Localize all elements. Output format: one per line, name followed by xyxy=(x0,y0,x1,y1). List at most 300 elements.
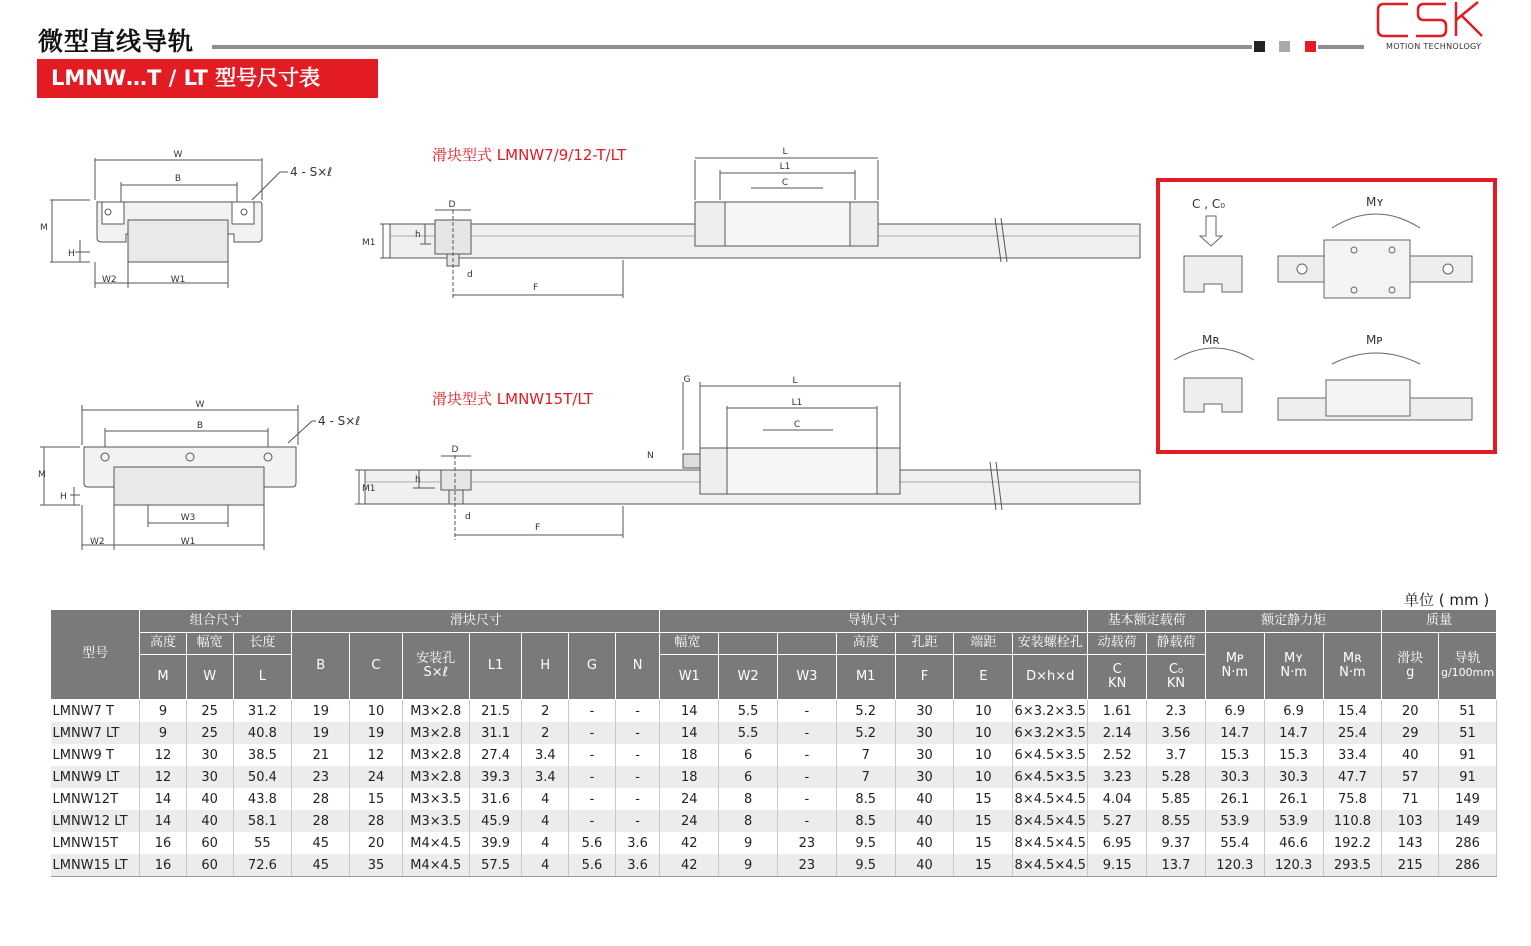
label-M1-15: M1 xyxy=(362,484,376,494)
th-C0: C₀ KN xyxy=(1147,655,1206,700)
table-cell: 40 xyxy=(895,854,954,877)
th-W3: W3 xyxy=(777,655,836,700)
table-cell: 16 xyxy=(140,854,187,877)
th-static-moment: 额定静力矩 xyxy=(1205,610,1381,633)
table-cell: 2 xyxy=(522,722,569,744)
table-cell: 5.2 xyxy=(836,722,895,744)
label-MY: Mʏ xyxy=(1366,195,1384,209)
table-cell: 15.3 xyxy=(1205,744,1264,766)
table-cell: 1.61 xyxy=(1088,700,1147,723)
table-cell: 8.5 xyxy=(836,788,895,810)
label-M: M xyxy=(40,223,48,233)
model-cell: LMNW9 T xyxy=(51,744,140,766)
table-cell: 9 xyxy=(140,700,187,723)
model-cell: LMNW12T xyxy=(51,788,140,810)
label-screw: 4 - S×ℓ xyxy=(290,165,333,179)
table-row xyxy=(51,744,1497,766)
label-L1-15: L1 xyxy=(791,398,803,408)
table-cell: 6×4.5×3.5 xyxy=(1013,744,1088,766)
th-C-dyn: C KN xyxy=(1088,655,1147,700)
table-cell: 15 xyxy=(954,810,1013,832)
th-L1: L1 xyxy=(469,633,522,700)
table-cell: 5.5 xyxy=(719,700,778,723)
th-Dhd: D×h×d xyxy=(1013,655,1088,700)
table-cell: 71 xyxy=(1382,788,1439,810)
label-F: F xyxy=(533,283,539,293)
table-cell: 10 xyxy=(954,722,1013,744)
table-cell: 47.7 xyxy=(1323,766,1382,788)
table-cell: - xyxy=(615,744,660,766)
table-cell: 3.4 xyxy=(522,744,569,766)
table-cell: 3.4 xyxy=(522,766,569,788)
table-cell: 60 xyxy=(186,832,233,854)
divider-tail xyxy=(1318,45,1364,49)
table-cell: 30 xyxy=(895,722,954,744)
table-row xyxy=(51,832,1497,854)
label-screw-15: 4 - S×ℓ xyxy=(318,414,361,428)
table-cell: 38.5 xyxy=(233,744,292,766)
label-W2-15: W2 xyxy=(90,537,105,547)
label-B: B xyxy=(174,174,182,184)
table-cell: 9.15 xyxy=(1088,854,1147,877)
table-cell: 5.6 xyxy=(569,854,616,877)
title-underline xyxy=(212,45,1252,49)
table-cell: 25 xyxy=(186,700,233,723)
th-W2: W2 xyxy=(719,655,778,700)
table-cell: 6×3.2×3.5 xyxy=(1013,722,1088,744)
table-cell: 5.2 xyxy=(836,700,895,723)
th-N: N xyxy=(615,633,660,700)
table-cell: 12 xyxy=(140,744,187,766)
table-cell: 19 xyxy=(292,700,350,723)
table-row xyxy=(51,810,1497,832)
divider-square-red xyxy=(1305,41,1316,52)
table-cell: 28 xyxy=(350,810,403,832)
cross-section-drawing-7-12 xyxy=(30,140,370,300)
table-cell: 31.6 xyxy=(469,788,522,810)
table-cell: M3×2.8 xyxy=(402,700,469,723)
table-cell: 5.28 xyxy=(1147,766,1206,788)
th-width: 幅宽 xyxy=(186,633,233,655)
table-cell: M4×4.5 xyxy=(402,854,469,877)
table-cell: 23 xyxy=(777,832,836,854)
table-cell: 75.8 xyxy=(1323,788,1382,810)
table-cell: 14.7 xyxy=(1205,722,1264,744)
cross-section-drawing-15 xyxy=(30,395,370,555)
model-cell: LMNW9 LT xyxy=(51,766,140,788)
table-cell: 3.7 xyxy=(1147,744,1206,766)
table-cell: 15.3 xyxy=(1264,744,1323,766)
label-L-15: L xyxy=(792,376,798,386)
th-M1: M1 xyxy=(836,655,895,700)
table-cell: 26.1 xyxy=(1205,788,1264,810)
label-L1: L1 xyxy=(779,162,791,172)
table-cell: 40 xyxy=(895,788,954,810)
table-cell: 55.4 xyxy=(1205,832,1264,854)
table-cell: M3×2.8 xyxy=(402,722,469,744)
divider-square-gray xyxy=(1279,41,1290,52)
table-cell: 51 xyxy=(1439,700,1497,723)
label-N: N xyxy=(647,451,654,461)
table-cell: 9 xyxy=(719,854,778,877)
label-D: D xyxy=(448,200,456,210)
table-cell: 27.4 xyxy=(469,744,522,766)
table-cell: 30.3 xyxy=(1264,766,1323,788)
table-cell: - xyxy=(777,788,836,810)
table-cell: 91 xyxy=(1439,744,1497,766)
table-cell: 3.23 xyxy=(1088,766,1147,788)
th-G: G xyxy=(569,633,616,700)
model-cell: LMNW15T xyxy=(51,832,140,854)
table-cell: 51 xyxy=(1439,722,1497,744)
th-W: W xyxy=(186,655,233,700)
table-cell: 60 xyxy=(186,854,233,877)
table-row xyxy=(51,700,1497,723)
table-cell: 5.6 xyxy=(569,832,616,854)
table-cell: 53.9 xyxy=(1205,810,1264,832)
label-W2: W2 xyxy=(102,275,117,285)
section-banner: LMNW…T / LT 型号尺寸表 xyxy=(37,59,378,98)
table-cell: 45 xyxy=(292,832,350,854)
table-cell: 6×4.5×3.5 xyxy=(1013,766,1088,788)
th-block-mass: 滑块 g xyxy=(1382,633,1439,700)
table-cell: 57.5 xyxy=(469,854,522,877)
table-cell: - xyxy=(615,722,660,744)
table-cell: 6.9 xyxy=(1264,700,1323,723)
th-M: M xyxy=(140,655,187,700)
table-cell: 53.9 xyxy=(1264,810,1323,832)
th-mount-hole: 安装孔 S×ℓ xyxy=(402,633,469,700)
table-cell: 14 xyxy=(660,722,719,744)
table-row xyxy=(51,766,1497,788)
table-cell: - xyxy=(569,788,616,810)
table-cell: 31.1 xyxy=(469,722,522,744)
table-cell: 14.7 xyxy=(1264,722,1323,744)
table-cell: 42 xyxy=(660,854,719,877)
table-cell: 20 xyxy=(1382,700,1439,723)
table-cell: 40 xyxy=(186,810,233,832)
bottom-drawing-title: 滑块型式 LMNW15T/LT xyxy=(432,390,593,408)
table-cell: - xyxy=(569,810,616,832)
table-cell: 58.1 xyxy=(233,810,292,832)
table-cell: 25.4 xyxy=(1323,722,1382,744)
table-cell: 8 xyxy=(719,788,778,810)
table-cell: 13.7 xyxy=(1147,854,1206,877)
table-cell: 10 xyxy=(350,700,403,723)
table-cell: 8×4.5×4.5 xyxy=(1013,832,1088,854)
table-cell: 14 xyxy=(660,700,719,723)
model-cell: LMNW15 LT xyxy=(51,854,140,877)
table-cell: M3×3.5 xyxy=(402,788,469,810)
table-cell: 9 xyxy=(719,832,778,854)
table-cell: 43.8 xyxy=(233,788,292,810)
th-H: H xyxy=(522,633,569,700)
table-cell: - xyxy=(615,810,660,832)
table-cell: 45.9 xyxy=(469,810,522,832)
table-cell: 10 xyxy=(954,766,1013,788)
table-cell: 40 xyxy=(895,832,954,854)
table-cell: 2.52 xyxy=(1088,744,1147,766)
table-cell: - xyxy=(615,766,660,788)
table-cell: 9 xyxy=(140,722,187,744)
th-model: 型号 xyxy=(51,610,140,700)
table-cell: M3×2.8 xyxy=(402,766,469,788)
table-cell: - xyxy=(569,744,616,766)
label-D-15: D xyxy=(451,445,459,455)
th-blank-2 xyxy=(777,633,836,655)
table-cell: 10 xyxy=(954,744,1013,766)
load-direction-diagram xyxy=(1156,178,1497,454)
table-cell: 30.3 xyxy=(1205,766,1264,788)
table-cell: 2.14 xyxy=(1088,722,1147,744)
table-cell: 12 xyxy=(350,744,403,766)
label-h: h xyxy=(415,230,421,240)
table-cell: 9.5 xyxy=(836,854,895,877)
side-view-drawing-7-12 xyxy=(355,140,1145,300)
table-cell: 10 xyxy=(954,700,1013,723)
table-cell: 23 xyxy=(777,854,836,877)
table-cell: 31.2 xyxy=(233,700,292,723)
th-height: 高度 xyxy=(140,633,187,655)
table-cell: 14 xyxy=(140,788,187,810)
table-cell: 15 xyxy=(954,832,1013,854)
table-cell: 15 xyxy=(954,854,1013,877)
th-mass: 质量 xyxy=(1382,610,1497,633)
table-cell: 20 xyxy=(350,832,403,854)
table-cell: 40 xyxy=(186,788,233,810)
th-E: E xyxy=(954,655,1013,700)
table-cell: 15 xyxy=(954,788,1013,810)
table-cell: 33.4 xyxy=(1323,744,1382,766)
table-cell: 6.9 xyxy=(1205,700,1264,723)
table-cell: - xyxy=(777,766,836,788)
th-L: L xyxy=(233,655,292,700)
table-cell: - xyxy=(777,744,836,766)
side-view-drawing-15 xyxy=(355,370,1145,540)
table-cell: 2.3 xyxy=(1147,700,1206,723)
th-rated-load: 基本额定载荷 xyxy=(1088,610,1206,633)
table-cell: - xyxy=(777,810,836,832)
label-d: d xyxy=(467,270,473,280)
th-rail: 导轨尺寸 xyxy=(660,610,1088,633)
label-d-15: d xyxy=(465,512,471,522)
table-cell: 8.55 xyxy=(1147,810,1206,832)
model-cell: LMNW7 LT xyxy=(51,722,140,744)
table-cell: 40.8 xyxy=(233,722,292,744)
label-C: C xyxy=(781,178,789,188)
table-cell: 120.3 xyxy=(1264,854,1323,877)
table-cell: - xyxy=(569,700,616,723)
table-cell: 42 xyxy=(660,832,719,854)
table-cell: 8×4.5×4.5 xyxy=(1013,810,1088,832)
table-cell: 21.5 xyxy=(469,700,522,723)
table-cell: 6.95 xyxy=(1088,832,1147,854)
table-cell: 3.6 xyxy=(615,854,660,877)
label-H-15: H xyxy=(60,492,67,502)
table-cell: 18 xyxy=(660,766,719,788)
th-W1: W1 xyxy=(660,655,719,700)
spec-table-body xyxy=(51,700,1497,877)
label-MP: Mᴘ xyxy=(1366,333,1383,347)
th-bolt-hole: 安装螺栓孔 xyxy=(1013,633,1088,655)
table-cell: 215 xyxy=(1382,854,1439,877)
th-end: 端距 xyxy=(954,633,1013,655)
table-cell: 103 xyxy=(1382,810,1439,832)
label-F-15: F xyxy=(535,523,541,533)
th-MP: Mᴘ N·m xyxy=(1205,633,1264,700)
table-cell: 30 xyxy=(895,700,954,723)
table-cell: 24 xyxy=(660,788,719,810)
table-cell: 72.6 xyxy=(233,854,292,877)
table-cell: 8 xyxy=(719,810,778,832)
table-cell: 4 xyxy=(522,854,569,877)
th-pitch: 孔距 xyxy=(895,633,954,655)
table-cell: 30 xyxy=(186,744,233,766)
table-cell: 28 xyxy=(292,788,350,810)
table-cell: 7 xyxy=(836,766,895,788)
table-cell: 8×4.5×4.5 xyxy=(1013,788,1088,810)
table-cell: 91 xyxy=(1439,766,1497,788)
th-rail-width: 幅宽 xyxy=(660,633,719,655)
th-dynamic: 动载荷 xyxy=(1088,633,1147,655)
table-cell: 5.85 xyxy=(1147,788,1206,810)
table-cell: 5.27 xyxy=(1088,810,1147,832)
label-L: L xyxy=(782,147,788,157)
table-cell: 286 xyxy=(1439,854,1497,877)
label-M1: M1 xyxy=(362,238,376,248)
label-h-15: h xyxy=(415,475,421,485)
table-cell: 24 xyxy=(350,766,403,788)
table-cell: 7 xyxy=(836,744,895,766)
table-cell: 12 xyxy=(140,766,187,788)
table-cell: 24 xyxy=(660,810,719,832)
table-cell: - xyxy=(615,788,660,810)
table-cell: M3×3.5 xyxy=(402,810,469,832)
table-cell: 19 xyxy=(292,722,350,744)
table-cell: 6 xyxy=(719,744,778,766)
table-cell: 8.5 xyxy=(836,810,895,832)
table-cell: 23 xyxy=(292,766,350,788)
table-cell: - xyxy=(569,722,616,744)
table-cell: 35 xyxy=(350,854,403,877)
th-length: 长度 xyxy=(233,633,292,655)
model-cell: LMNW7 T xyxy=(51,700,140,723)
table-cell: 30 xyxy=(186,766,233,788)
table-cell: 26.1 xyxy=(1264,788,1323,810)
label-C-15: C xyxy=(793,420,801,430)
th-MY: Mʏ N·m xyxy=(1264,633,1323,700)
th-B: B xyxy=(292,633,350,700)
table-cell: 149 xyxy=(1439,810,1497,832)
table-cell: 9.5 xyxy=(836,832,895,854)
table-cell: 15 xyxy=(350,788,403,810)
table-cell: 57 xyxy=(1382,766,1439,788)
table-cell: 6 xyxy=(719,766,778,788)
th-blank-1 xyxy=(719,633,778,655)
table-cell: 15.4 xyxy=(1323,700,1382,723)
table-cell: 9.37 xyxy=(1147,832,1206,854)
table-cell: 40 xyxy=(1382,744,1439,766)
model-cell: LMNW12 LT xyxy=(51,810,140,832)
table-cell: M4×4.5 xyxy=(402,832,469,854)
table-cell: - xyxy=(569,766,616,788)
th-block: 滑块尺寸 xyxy=(292,610,660,633)
th-rail-mass: 导轨 g/100mm xyxy=(1439,633,1497,700)
th-F: F xyxy=(895,655,954,700)
table-cell: 286 xyxy=(1439,832,1497,854)
table-cell: 3.6 xyxy=(615,832,660,854)
th-assembly: 组合尺寸 xyxy=(140,610,292,633)
table-cell: 45 xyxy=(292,854,350,877)
table-cell: 143 xyxy=(1382,832,1439,854)
table-cell: 28 xyxy=(292,810,350,832)
th-C: C xyxy=(350,633,403,700)
table-cell: - xyxy=(615,700,660,723)
table-cell: 5.5 xyxy=(719,722,778,744)
label-W3-15: W3 xyxy=(180,513,196,523)
label-W-15: W xyxy=(195,400,205,410)
label-W1-15: W1 xyxy=(180,537,196,547)
table-cell: 39.3 xyxy=(469,766,522,788)
table-cell: 2 xyxy=(522,700,569,723)
label-MR: Mʀ xyxy=(1202,333,1220,347)
label-B-15: B xyxy=(196,421,204,431)
table-cell: M3×2.8 xyxy=(402,744,469,766)
table-cell: 30 xyxy=(895,766,954,788)
label-G: G xyxy=(683,375,691,385)
table-cell: 110.8 xyxy=(1323,810,1382,832)
th-MR: Mʀ N·m xyxy=(1323,633,1382,700)
th-static: 静载荷 xyxy=(1147,633,1206,655)
table-cell: 192.2 xyxy=(1323,832,1382,854)
label-M-15: M xyxy=(38,470,46,480)
table-cell: 21 xyxy=(292,744,350,766)
table-cell: 55 xyxy=(233,832,292,854)
top-drawing-title: 滑块型式 LMNW7/9/12-T/LT xyxy=(432,146,627,164)
unit-label: 单位 ( mm ) xyxy=(1404,591,1490,609)
table-row xyxy=(51,854,1497,877)
label-C-C0: C , C₀ xyxy=(1192,197,1226,211)
table-row xyxy=(51,722,1497,744)
table-cell: 19 xyxy=(350,722,403,744)
table-cell: 4 xyxy=(522,810,569,832)
table-cell: 4.04 xyxy=(1088,788,1147,810)
spec-table xyxy=(50,609,1497,877)
label-H: H xyxy=(68,249,75,259)
table-cell: 40 xyxy=(895,810,954,832)
table-cell: 29 xyxy=(1382,722,1439,744)
table-cell: 8×4.5×4.5 xyxy=(1013,854,1088,877)
table-cell: 14 xyxy=(140,810,187,832)
label-W1: W1 xyxy=(170,275,186,285)
table-cell: 3.56 xyxy=(1147,722,1206,744)
label-W: W xyxy=(173,150,183,160)
th-rail-height: 高度 xyxy=(836,633,895,655)
table-cell: 30 xyxy=(895,744,954,766)
table-cell: 293.5 xyxy=(1323,854,1382,877)
table-cell: 39.9 xyxy=(469,832,522,854)
table-cell: 120.3 xyxy=(1205,854,1264,877)
table-cell: - xyxy=(777,722,836,744)
table-cell: 25 xyxy=(186,722,233,744)
table-cell: 46.6 xyxy=(1264,832,1323,854)
table-cell: - xyxy=(777,700,836,723)
table-cell: 16 xyxy=(140,832,187,854)
logo-subtitle: MOTION TECHNOLOGY xyxy=(1386,42,1482,51)
page-title: 微型直线导轨 xyxy=(38,27,195,56)
table-cell: 50.4 xyxy=(233,766,292,788)
table-cell: 6×3.2×3.5 xyxy=(1013,700,1088,723)
